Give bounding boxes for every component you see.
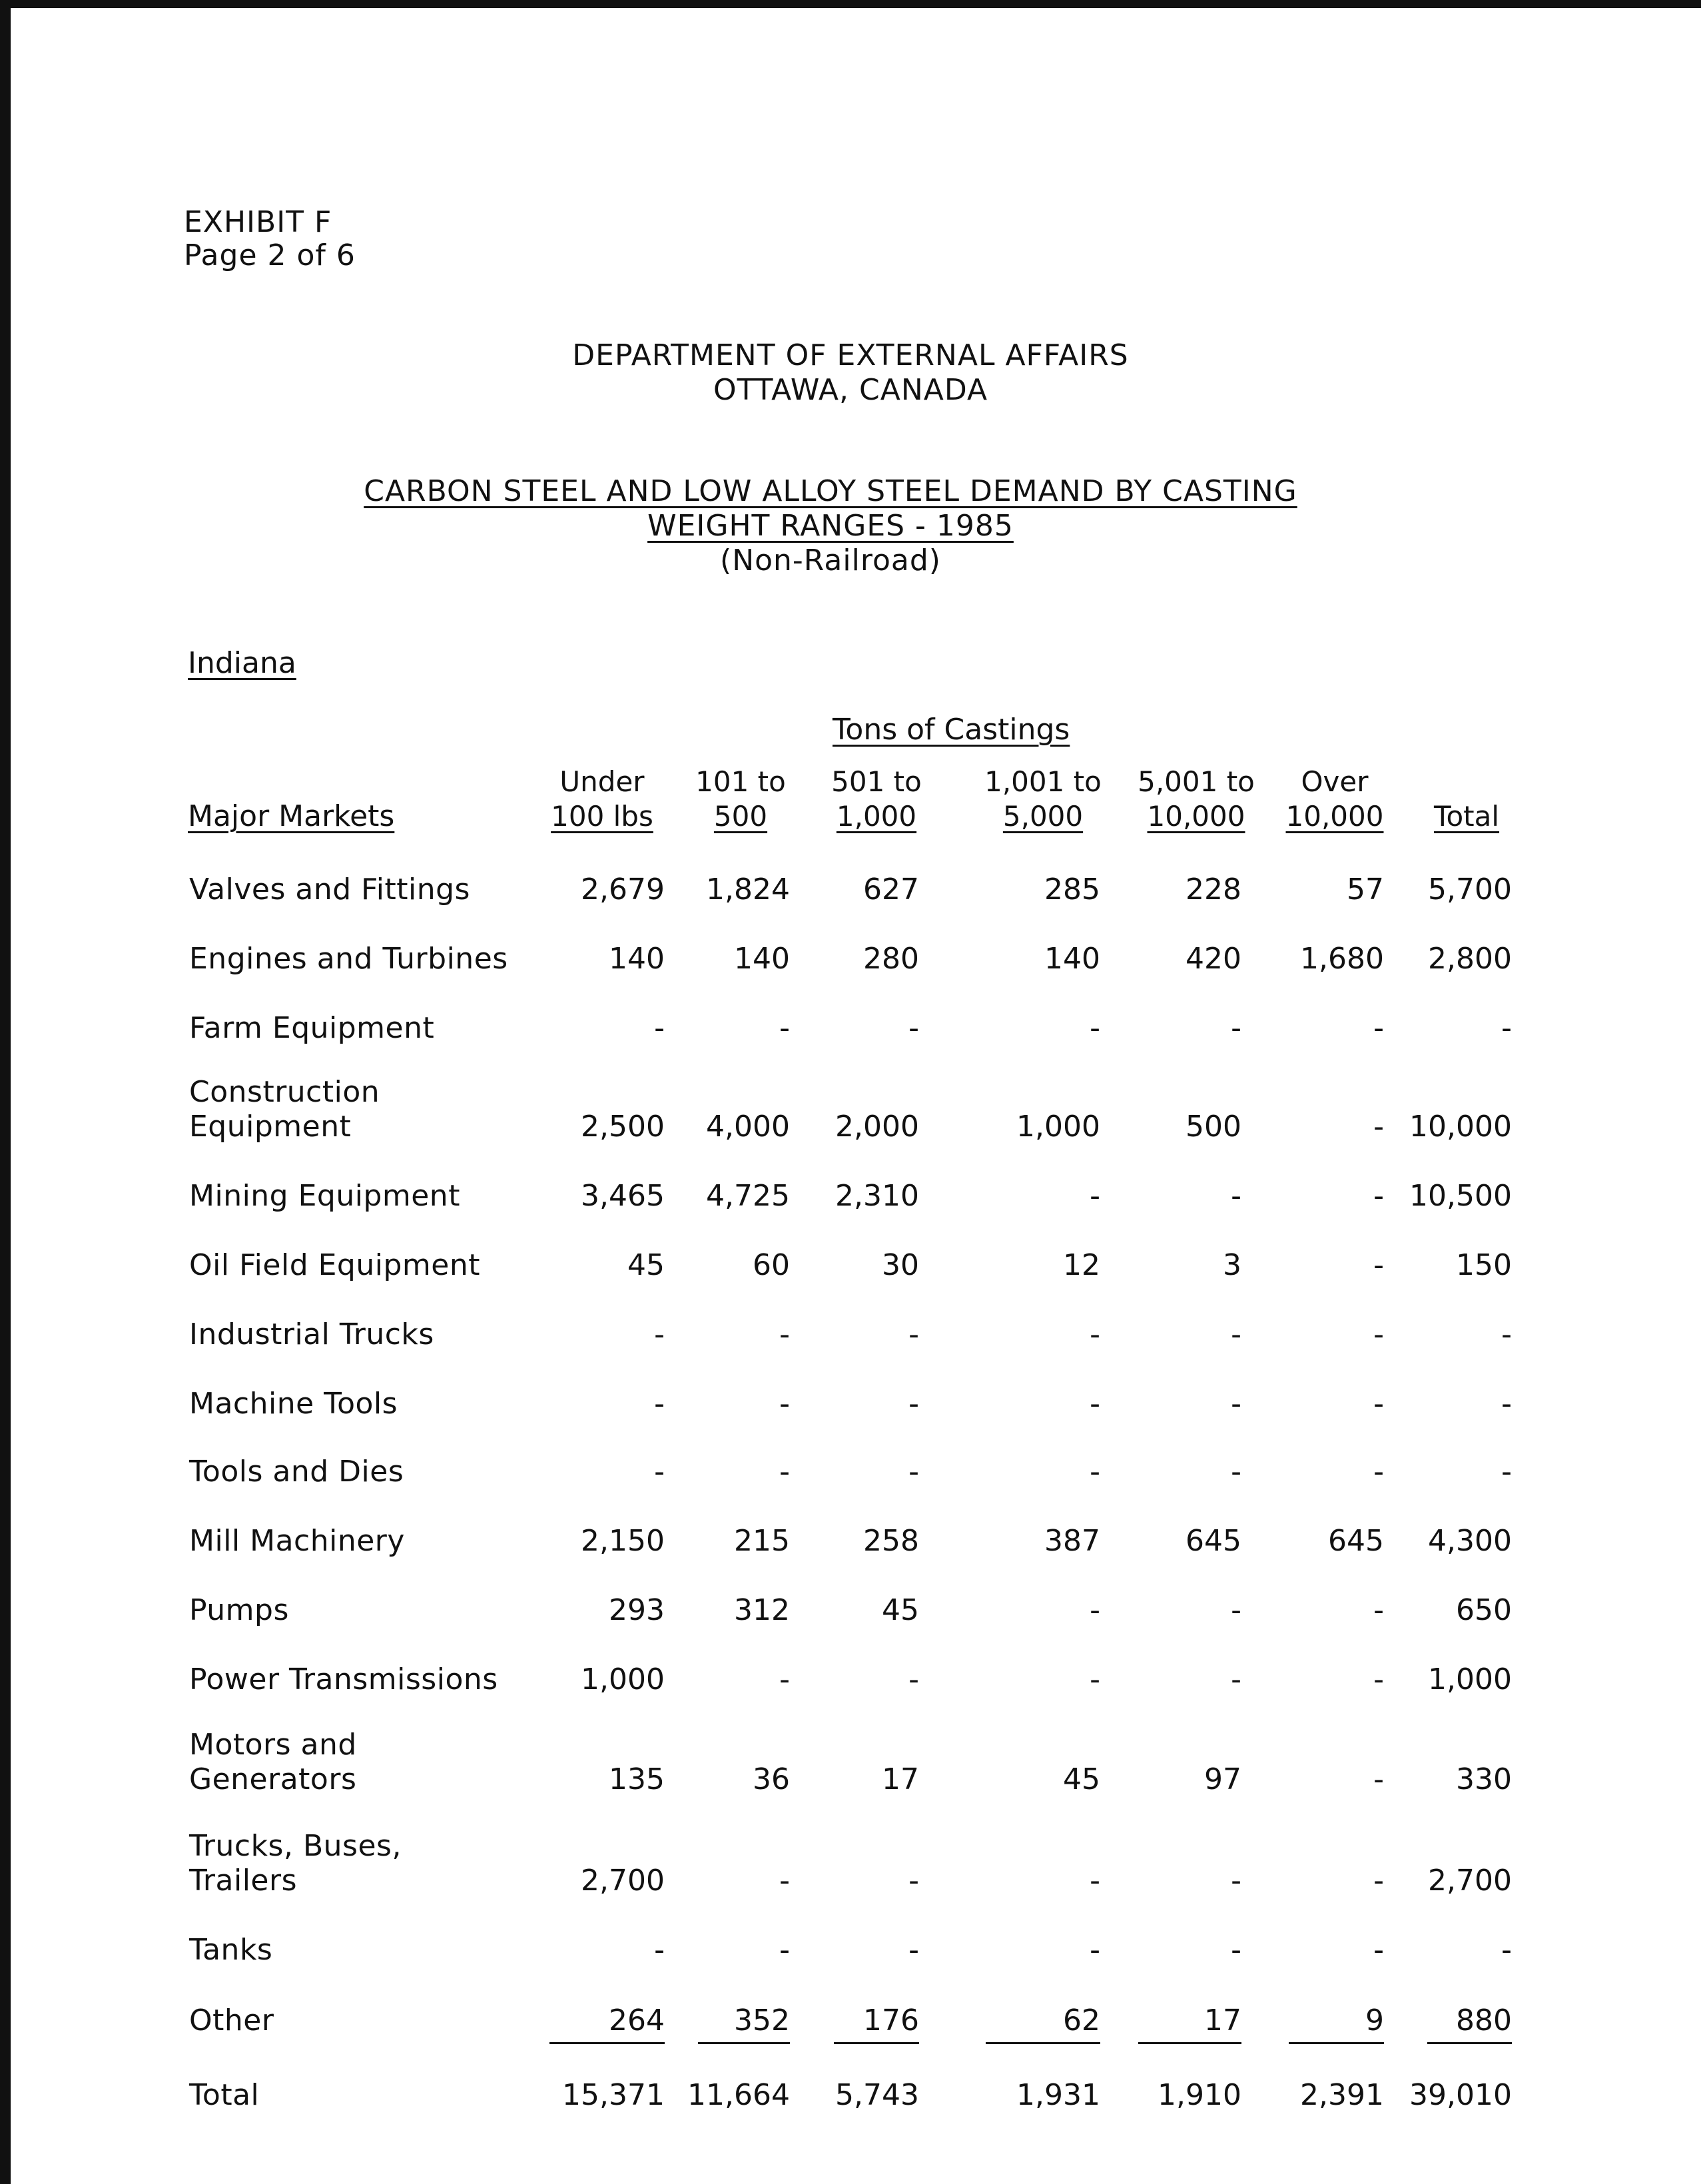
row-label: Total	[189, 2078, 260, 2112]
table-cell: 228	[1186, 873, 1241, 907]
column-header-line2: 1,000	[836, 800, 917, 833]
table-row	[0, 1624, 1701, 1697]
table-cell: -	[908, 1933, 919, 1967]
column-header-line2: 500	[713, 800, 768, 833]
table-cell: -	[1090, 1387, 1100, 1421]
table-row	[0, 1894, 1701, 1968]
row-label: Motors and Generators	[189, 1728, 357, 1796]
table-cell: -	[1231, 1179, 1241, 1213]
table-cell: 280	[863, 942, 919, 976]
table-cell: 645	[1328, 1524, 1384, 1558]
column-header-line1: Over	[1301, 765, 1369, 798]
table-cell: -	[654, 1933, 665, 1967]
title-line1-wrap	[0, 474, 1661, 508]
table-cell: -	[779, 1317, 790, 1351]
table-cell: 627	[863, 873, 919, 907]
table-cell: -	[908, 1864, 919, 1898]
title-line2-wrap	[0, 509, 1661, 543]
table-cell: -	[1373, 1110, 1384, 1144]
table-cell: 1,000	[1428, 1662, 1512, 1696]
page-number: Page 2 of 6	[184, 238, 356, 272]
table-cell: -	[1231, 1864, 1241, 1898]
table-cell: 285	[1044, 873, 1100, 907]
table-cell: 500	[1186, 1110, 1241, 1144]
table-cell: -	[1373, 1317, 1384, 1351]
table-cell: -	[654, 1317, 665, 1351]
table-cell: 1,000	[1016, 1110, 1100, 1144]
table-cell: 3	[1223, 1248, 1241, 1282]
table-cell: -	[1373, 1248, 1384, 1282]
table-cell: -	[908, 1387, 919, 1421]
table-cell: -	[1373, 1762, 1384, 1796]
table-cell: 15,371	[562, 2078, 665, 2112]
table-cell: -	[1373, 1179, 1384, 1213]
column-header-line2: 100 lbs	[551, 800, 653, 833]
column-header	[1285, 765, 1385, 834]
table-row	[0, 1071, 1701, 1144]
table-cell: 2,700	[581, 1864, 665, 1898]
table-cell: -	[1090, 1455, 1100, 1489]
table-cell: 45	[627, 1248, 665, 1282]
table-cell: 2,150	[581, 1524, 665, 1558]
table-cell: -	[1090, 1011, 1100, 1045]
table-cell: -	[654, 1011, 665, 1045]
table-cell: 387	[1044, 1524, 1100, 1558]
column-header-line1: Under	[559, 765, 645, 798]
table-cell: -	[1090, 1179, 1100, 1213]
table-row	[0, 1210, 1701, 1283]
column-header-line2: 10,000	[1147, 800, 1245, 833]
table-row	[0, 834, 1701, 907]
table-cell: 330	[1456, 1762, 1512, 1796]
table-cell: -	[1090, 1933, 1100, 1967]
table-cell: -	[1231, 1011, 1241, 1045]
table-row	[0, 1279, 1701, 1352]
table-cell: 30	[882, 1248, 919, 1282]
table-cell: 57	[1347, 873, 1384, 907]
table-cell: 293	[609, 1593, 665, 1627]
table-cell: -	[1090, 1317, 1100, 1351]
table-cell: 2,679	[581, 873, 665, 907]
department-name: DEPARTMENT OF EXTERNAL AFFAIRS	[572, 338, 1129, 372]
column-header	[1423, 765, 1510, 834]
table-cell: 645	[1186, 1524, 1241, 1558]
row-label: Mill Machinery	[189, 1524, 405, 1558]
table-cell: 11,664	[687, 2078, 790, 2112]
table-cell: -	[1231, 1662, 1241, 1696]
table-row	[0, 1140, 1701, 1214]
table-cell: 880	[1427, 2003, 1512, 2044]
scan-edge-top	[0, 0, 1701, 8]
table-cell: 3,465	[581, 1179, 665, 1213]
table-row	[0, 1416, 1701, 1489]
table-cell: 352	[698, 2003, 790, 2044]
table-cell: -	[1231, 1455, 1241, 1489]
table-cell: 17	[882, 1762, 919, 1796]
row-label: Farm Equipment	[189, 1011, 435, 1045]
table-cell: -	[1231, 1317, 1241, 1351]
column-header-line1: 5,001 to	[1138, 765, 1255, 798]
table-row	[0, 1485, 1701, 1559]
table-cell: 5,743	[835, 2078, 919, 2112]
table-cell: -	[1501, 1317, 1512, 1351]
row-label: Engines and Turbines	[189, 942, 508, 976]
table-row	[0, 1825, 1701, 1898]
table-cell: -	[779, 1933, 790, 1967]
table-cell: 17	[1138, 2003, 1241, 2044]
table-cell: -	[779, 1011, 790, 1045]
table-cell: -	[1501, 1455, 1512, 1489]
table-cell: 2,391	[1300, 2078, 1384, 2112]
table-cell: 1,910	[1158, 2078, 1241, 2112]
table-cell: 2,700	[1428, 1864, 1512, 1898]
row-label: Industrial Trucks	[189, 1317, 434, 1351]
table-row	[0, 1555, 1701, 1628]
table-cell: 4,725	[706, 1179, 790, 1213]
table-cell: 1,000	[581, 1662, 665, 1696]
table-cell: -	[1373, 1864, 1384, 1898]
document-title-line2: WEIGHT RANGES - 1985	[647, 509, 1014, 543]
table-cell: -	[779, 1455, 790, 1489]
table-cell: 312	[734, 1593, 790, 1627]
column-header-line1	[1423, 765, 1510, 799]
table-cell: 176	[834, 2003, 919, 2044]
table-cell: 2,800	[1428, 942, 1512, 976]
row-label: Valves and Fittings	[189, 873, 470, 907]
state-heading: Indiana	[188, 646, 296, 680]
column-header	[694, 765, 787, 834]
row-label: Tools and Dies	[189, 1455, 404, 1489]
table-cell: -	[654, 1387, 665, 1421]
department-location: OTTAWA, CANADA	[713, 373, 988, 407]
table-cell: 264	[549, 2003, 665, 2044]
column-header-line1: 1,001 to	[984, 765, 1102, 798]
column-header-line2: 5,000	[1002, 800, 1084, 833]
table-cell: 140	[609, 942, 665, 976]
table-cell: -	[779, 1864, 790, 1898]
table-row	[0, 1724, 1701, 1797]
table-cell: 1,680	[1300, 942, 1384, 976]
table-cell: 1,824	[706, 873, 790, 907]
table-cell: 140	[734, 942, 790, 976]
table-cell: 420	[1186, 942, 1241, 976]
table-row	[0, 972, 1701, 1046]
table-cell: 4,300	[1428, 1524, 1512, 1558]
table-cell: 2,500	[581, 1110, 665, 1144]
table-row	[0, 1965, 1701, 2038]
table-cell: -	[1373, 1593, 1384, 1627]
row-label: Power Transmissions	[189, 1662, 498, 1696]
table-cell: 10,500	[1409, 1179, 1512, 1213]
exhibit-label: EXHIBIT F	[184, 205, 332, 239]
table-cell: 62	[986, 2003, 1100, 2044]
document-title-line1: CARBON STEEL AND LOW ALLOY STEEL DEMAND BY CASTING	[364, 474, 1297, 508]
table-cell: 2,000	[835, 1110, 919, 1144]
table-cell: -	[1501, 1387, 1512, 1421]
table-cell: 150	[1456, 1248, 1512, 1282]
table-cell: 2,310	[835, 1179, 919, 1213]
table-cell: 60	[753, 1248, 790, 1282]
table-cell: -	[779, 1387, 790, 1421]
column-header-line2: Total	[1433, 800, 1500, 833]
table-cell: -	[1373, 1662, 1384, 1696]
table-cell: -	[1090, 1593, 1100, 1627]
column-header	[545, 765, 659, 834]
table-cell: -	[908, 1317, 919, 1351]
table-cell: -	[1373, 1387, 1384, 1421]
table-cell: -	[1231, 1387, 1241, 1421]
row-label: Mining Equipment	[189, 1179, 460, 1213]
row-label: Other	[189, 2003, 274, 2037]
column-header-line1: 501 to	[831, 765, 922, 798]
row-label: Oil Field Equipment	[189, 1248, 480, 1282]
table-cell: -	[1090, 1662, 1100, 1696]
table-cell: -	[779, 1662, 790, 1696]
table-cell: 36	[753, 1762, 790, 1796]
table-cell: 215	[734, 1524, 790, 1558]
table-cell: -	[1373, 1933, 1384, 1967]
table-cell: -	[1501, 1011, 1512, 1045]
table-cell: 258	[863, 1524, 919, 1558]
table-cell: 9	[1289, 2003, 1384, 2044]
table-cell: 5,700	[1428, 873, 1512, 907]
table-cell: -	[1231, 1593, 1241, 1627]
table-cell: -	[1373, 1011, 1384, 1045]
table-cell: -	[1090, 1864, 1100, 1898]
table-cell: 97	[1204, 1762, 1241, 1796]
table-cell: 10,000	[1409, 1110, 1512, 1144]
column-header-line2: 10,000	[1285, 800, 1384, 833]
table-row	[0, 903, 1701, 976]
column-header-line1: 101 to	[695, 765, 786, 798]
table-cell: 650	[1456, 1593, 1512, 1627]
column-header	[982, 765, 1104, 834]
tons-of-castings-header: Tons of Castings	[833, 713, 1070, 747]
row-label: Machine Tools	[189, 1387, 398, 1421]
column-header	[1134, 765, 1258, 834]
major-markets-header: Major Markets	[188, 799, 395, 833]
table-cell: 39,010	[1409, 2078, 1512, 2112]
row-label: Tanks	[189, 1933, 273, 1967]
column-header	[830, 765, 923, 834]
table-cell: 45	[1063, 1762, 1100, 1796]
table-cell: 4,000	[706, 1110, 790, 1144]
table-cell: 12	[1063, 1248, 1100, 1282]
table-cell: 45	[882, 1593, 919, 1627]
row-label: Pumps	[189, 1593, 289, 1627]
document-subtitle: (Non-Railroad)	[720, 544, 941, 577]
table-cell: -	[908, 1455, 919, 1489]
table-cell: -	[654, 1455, 665, 1489]
table-cell: -	[1231, 1933, 1241, 1967]
table-cell: 1,931	[1016, 2078, 1100, 2112]
total-row	[0, 2039, 1701, 2113]
row-label: Trucks, Buses, Trailers	[189, 1829, 402, 1898]
table-cell: -	[1373, 1455, 1384, 1489]
table-cell: -	[908, 1662, 919, 1696]
table-cell: 135	[609, 1762, 665, 1796]
table-row	[0, 1348, 1701, 1421]
table-cell: -	[1501, 1933, 1512, 1967]
table-cell: -	[908, 1011, 919, 1045]
row-label: Construction Equipment	[189, 1075, 380, 1144]
table-cell: 140	[1044, 942, 1100, 976]
